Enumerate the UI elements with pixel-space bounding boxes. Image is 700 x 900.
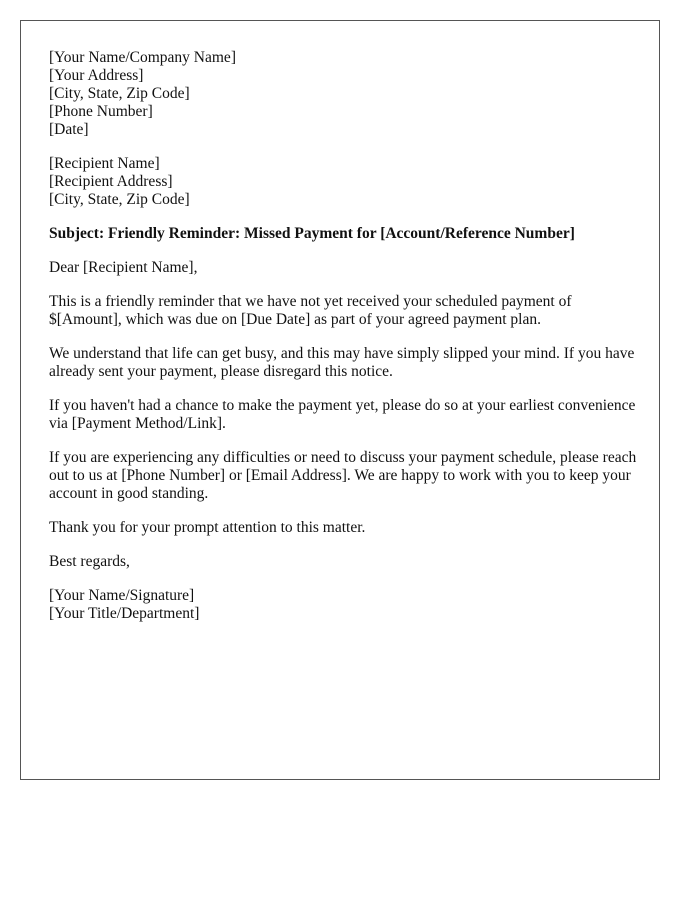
salutation: Dear [Recipient Name], xyxy=(49,259,198,276)
subject-line: Subject: Friendly Reminder: Missed Payment for [Account/Reference Number] xyxy=(49,225,575,242)
recipient-address: [Recipient Address] xyxy=(49,173,173,190)
recipient-city: [City, State, Zip Code] xyxy=(49,191,190,208)
recipient-block xyxy=(49,155,639,209)
paragraph-contact: If you are experiencing any difficulties or need to discuss your payment schedule, please reach out to us at [Phone Number] or [Email Address]. We are happy to work with you to keep your account in good standing. xyxy=(49,449,637,502)
sender-phone: [Phone Number] xyxy=(49,103,153,120)
sender-block xyxy=(49,49,639,139)
sender-address: [Your Address] xyxy=(49,67,144,84)
paragraph-payment-request: If you haven't had a chance to make the payment yet, please do so at your earliest convenience via [Payment Method/Link]. xyxy=(49,397,636,432)
paragraph-understanding: We understand that life can get busy, and this may have simply slipped your mind. If you have already sent your payment, please disregard this notice. xyxy=(49,345,635,380)
letter-body xyxy=(49,49,639,623)
signature-name: [Your Name/Signature] xyxy=(49,587,195,604)
sender-city: [City, State, Zip Code] xyxy=(49,85,190,102)
letter-page xyxy=(20,20,660,780)
paragraph-thanks: Thank you for your prompt attention to this matter. xyxy=(49,519,366,536)
sender-name: [Your Name/Company Name] xyxy=(49,49,236,66)
recipient-name: [Recipient Name] xyxy=(49,155,160,172)
paragraph-reminder: This is a friendly reminder that we have not yet received your scheduled payment of $[Amount], which was due on [Due Date] as part of your agreed payment plan. xyxy=(49,293,572,328)
signature-title: [Your Title/Department] xyxy=(49,605,200,622)
closing: Best regards, xyxy=(49,553,130,570)
signature-block xyxy=(49,587,639,623)
letter-date: [Date] xyxy=(49,121,89,138)
